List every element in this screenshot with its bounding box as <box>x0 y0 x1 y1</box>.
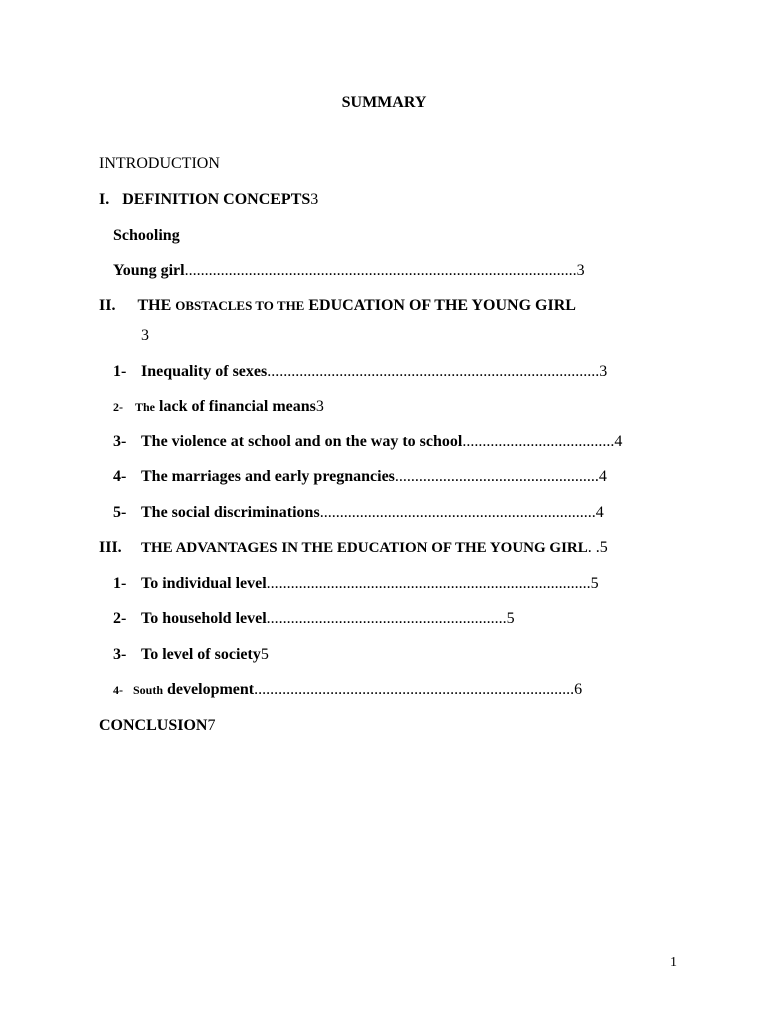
conclusion-page: 7 <box>207 717 216 734</box>
item-title: To individual level <box>141 575 267 592</box>
item-title: Inequality of sexes <box>141 363 268 380</box>
item-leader-dots: ................................................................................. <box>266 575 591 592</box>
toc-item-society-level <box>113 645 269 665</box>
item-page: 5 <box>590 575 599 592</box>
toc-item-individual-level <box>113 574 599 594</box>
item-title-the: The <box>135 400 156 414</box>
section-number: III. <box>99 539 122 556</box>
item-title-south: South <box>133 683 164 697</box>
toc-section-3 <box>99 538 608 558</box>
toc-conclusion <box>99 716 215 736</box>
section-title-rest: EDUCATION OF THE YOUNG GIRL <box>308 297 576 314</box>
item-title: The social discriminations <box>141 504 320 521</box>
item-number: 2- <box>113 610 127 627</box>
item-number: 1- <box>113 363 127 380</box>
section-title: THE ADVANTAGES IN THE EDUCATION OF THE YOUNG GIRL <box>141 540 588 556</box>
item-number: 5- <box>113 504 127 521</box>
item-number: 4- <box>113 468 127 485</box>
item-page: 3 <box>576 262 585 279</box>
conclusion-title: CONCLUSION <box>99 717 208 734</box>
page-title: SUMMARY <box>341 94 427 111</box>
item-page: 3 <box>315 398 324 415</box>
item-number: 3- <box>113 646 127 663</box>
item-leader-dots: ................................................................................... <box>267 363 600 380</box>
item-title: Young girl <box>113 262 185 279</box>
item-page: 4 <box>595 504 604 521</box>
section-page: 3 <box>310 191 319 208</box>
item-title: The violence at school and on the way to school <box>141 433 463 450</box>
item-title: The marriages and early pregnancies <box>141 468 395 485</box>
item-leader-dots: ..................................................................... <box>319 504 596 521</box>
section-leader-dots: . . <box>587 539 600 556</box>
toc-item-young-girl <box>113 261 585 281</box>
section-number: I. <box>99 191 110 208</box>
item-number: 4- <box>113 683 123 697</box>
toc-item-schooling: Schooling <box>113 227 180 244</box>
toc-introduction: INTRODUCTION <box>99 155 220 172</box>
item-page: 3 <box>599 363 608 380</box>
toc-item-marriages <box>113 467 607 487</box>
item-title: lack of financial means <box>159 398 316 415</box>
item-leader-dots: ................................................................................ <box>254 681 575 698</box>
section-page: 5 <box>599 539 608 556</box>
item-page: 5 <box>506 610 515 627</box>
section-number: II. <box>99 297 116 314</box>
item-leader-dots: ............................................................ <box>266 610 507 627</box>
toc-item-financial-means <box>113 397 324 417</box>
item-number: 1- <box>113 575 127 592</box>
item-title: development <box>167 681 255 698</box>
toc-section-1 <box>99 190 318 210</box>
toc-item-social-discriminations <box>113 503 604 523</box>
section-title: DEFINITION CONCEPTS <box>122 191 311 208</box>
item-number: 2- <box>113 400 123 414</box>
item-number: 3- <box>113 433 127 450</box>
item-page: 6 <box>574 681 583 698</box>
toc-item-household-level <box>113 609 515 629</box>
item-leader-dots: .................................................................................................. <box>184 262 577 279</box>
item-title: To household level <box>141 610 267 627</box>
item-leader-dots: ................................................... <box>394 468 599 485</box>
item-title: To level of society <box>141 646 261 663</box>
section-title-the: THE <box>137 297 172 314</box>
item-page: 4 <box>614 433 623 450</box>
section-title-small: OBSTACLES TO THE <box>175 298 305 313</box>
page-number: 1 <box>670 955 677 970</box>
toc-item-inequality <box>113 362 607 382</box>
toc-section-2-page: 3 <box>141 327 149 344</box>
toc-item-violence <box>113 432 622 452</box>
item-page: 5 <box>260 646 269 663</box>
toc-item-south-development <box>113 680 582 700</box>
toc-section-2 <box>99 296 576 316</box>
item-page: 4 <box>598 468 607 485</box>
item-leader-dots: ...................................... <box>462 433 615 450</box>
